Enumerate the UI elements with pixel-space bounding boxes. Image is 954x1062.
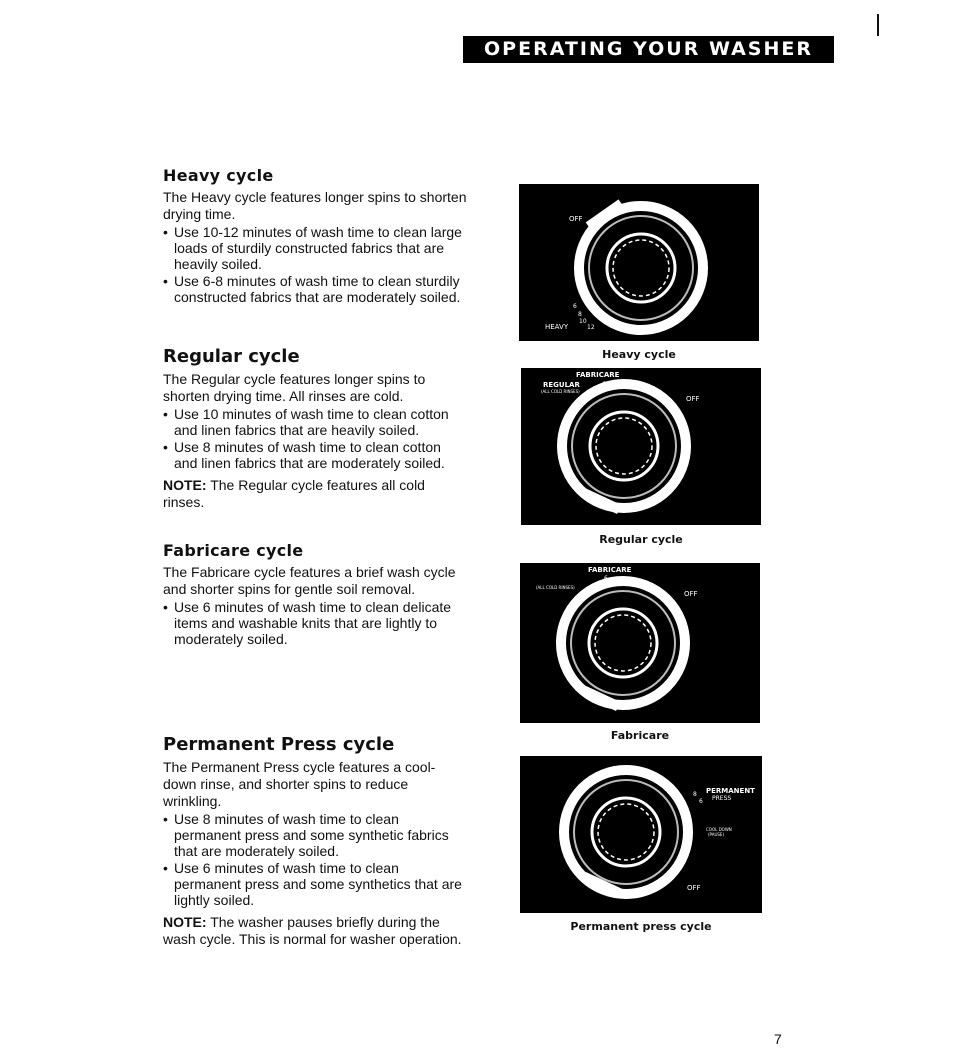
dial-label-off: OFF [569,215,583,223]
dial-knob [564,770,688,898]
dial-label-6: 6 [602,381,606,388]
list-item: • Use 8 minutes of wash time to clean permanent press and some synthetic fabrics that are moderately soiled. [163,811,468,859]
dial-label-12: 12 [587,324,595,331]
list-item: • Use 6 minutes of wash time to clean permanent press and some synthetics that are lightly soiled. [163,860,468,908]
figure-fabricare-dial [520,563,760,723]
section-heading: Fabricare cycle [163,541,304,560]
dial-label-cool-down: COOL DOWN [706,827,732,832]
dial-label-cold-rinses: (ALL COLD RINSES) [536,585,575,590]
dial-label-regular: REGULAR [543,381,580,389]
section-heading: Permanent Press cycle [163,734,395,755]
note-label: NOTE: [163,914,207,930]
dial-label-heavy: HEAVY [545,323,569,331]
list-item: • Use 10 minutes of wash time to clean cotton and linen fabrics that are heavily soiled. [163,406,468,438]
bullet-list [163,406,468,471]
section-regular [163,346,468,511]
list-item: • Use 6 minutes of wash time to clean delicate items and washable knits that are lightly to moderately soiled. [163,599,468,647]
dial-knob [562,384,686,514]
section-fabricare [163,541,468,647]
dial-label-pause: (PAUSE) [708,832,725,837]
dial-label-off: OFF [687,884,701,892]
section-heading: Heavy cycle [163,166,274,185]
dial-label-8: 8 [693,791,697,798]
section-intro: The Fabricare cycle features a brief wash cycle and shorter spins for gentle soil removal. [163,564,456,597]
dial-label-fabricare: FABRICARE [576,371,620,379]
note-text: The Regular cycle features all cold rinses. [163,477,425,510]
dial-knob [579,199,703,330]
figure-heavy-dial [519,184,759,341]
dial-label-fabricare: FABRICARE [588,566,632,574]
section-heading: Regular cycle [163,346,300,367]
list-item: • Use 6-8 minutes of wash time to clean sturdily constructed fabrics that are moderately soiled. [163,273,468,305]
page-header-banner: OPERATING YOUR WASHER [463,36,834,63]
dial-label-press: PRESS [712,795,732,802]
figure-caption: Permanent press cycle [570,920,712,933]
figure-caption: Fabricare [610,729,670,742]
section-intro: The Regular cycle features longer spins to shorten drying time. All rinses are cold. [163,371,426,404]
list-item: • Use 8 minutes of wash time to clean cotton and linen fabrics that are moderately soiled. [163,439,468,471]
section-intro: The Permanent Press cycle features a cool-down rinse, and shorter spins to reduce wrinkling. [163,759,436,809]
dial-label-6: 6 [699,798,703,805]
note-label: NOTE: [163,477,207,493]
dial-label-cold-rinses: (ALL COLD RINSES) [541,389,580,394]
figure-regular-dial [521,368,761,525]
dial-label-6: 6 [573,303,577,310]
dial-knob [561,581,685,711]
dial-label-8: 8 [578,311,582,318]
section-permanent-press [163,734,468,948]
note [163,477,468,511]
bullet-list [163,599,468,647]
dial-label-8: 8 [597,386,601,393]
list-item: • Use 10-12 minutes of wash time to clean large loads of sturdily constructed fabrics that are heavily soiled. [163,224,468,272]
dial-label-off: OFF [686,395,700,403]
margin-rule [877,14,879,36]
dial-label-10: 10 [587,391,595,398]
section-heavy [163,166,468,305]
note [163,914,468,948]
figure-caption: Heavy cycle [602,348,676,361]
figure-caption: Regular cycle [599,533,683,546]
dial-label-permanent: PERMANENT [706,787,755,795]
bullet-list [163,224,468,305]
dial-label-6: 6 [604,575,608,582]
section-intro: The Heavy cycle features longer spins to shorten drying time. [163,189,467,222]
note-text: The washer pauses briefly during the wash cycle. This is normal for washer operation. [163,914,462,947]
dial-label-off: OFF [684,590,698,598]
dial-label-10: 10 [579,318,587,325]
page-number: 7 [774,1031,782,1047]
figure-permanent-press-dial [520,756,762,913]
bullet-list [163,811,468,908]
